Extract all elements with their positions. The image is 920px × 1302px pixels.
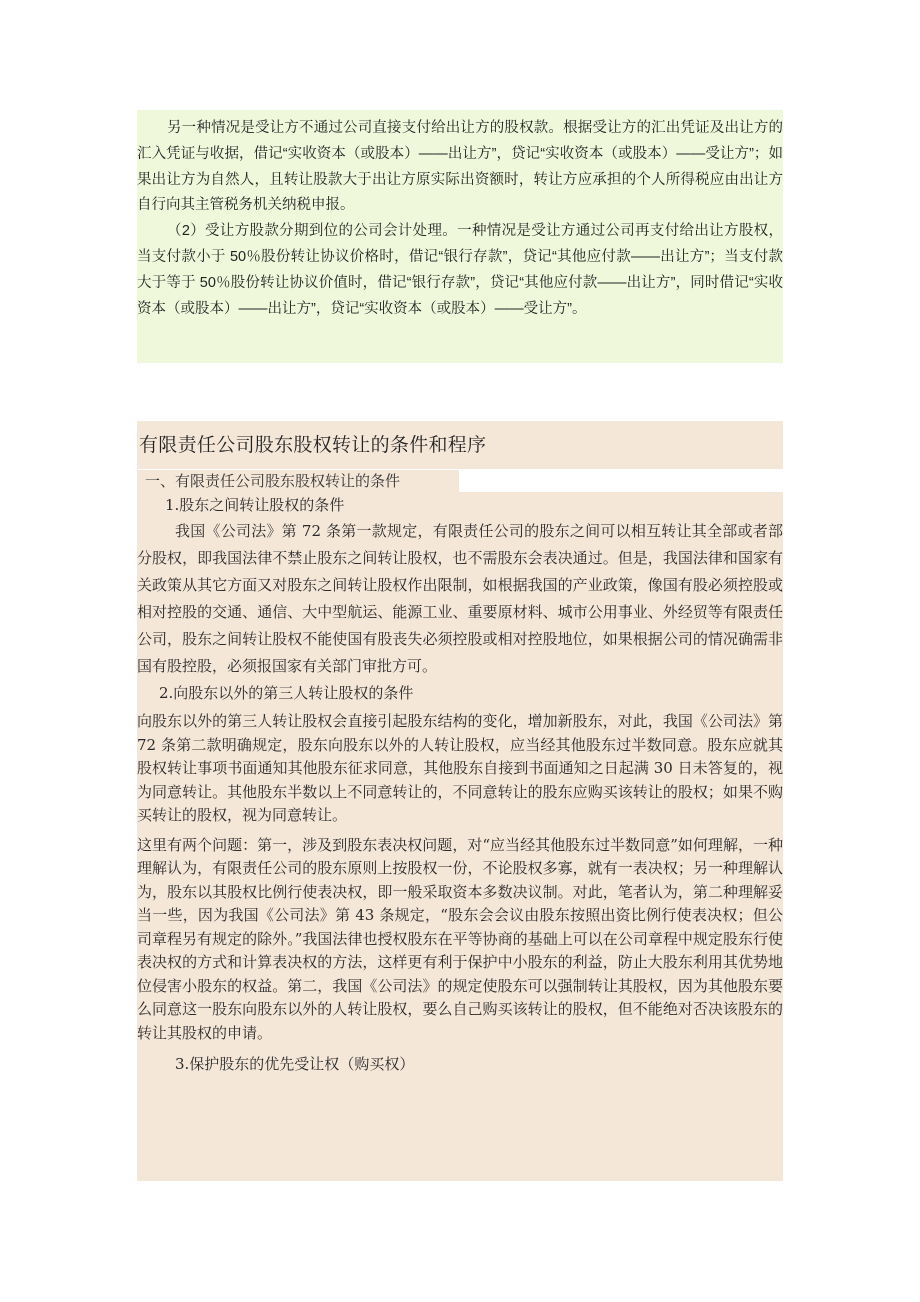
paragraph-installment: （2）受让方股款分期到位的公司会计处理。一种情况是受让方通过公司再支付给出让方股权，当支付款小于 50％股份转让协议价格时，借记“银行存款”，贷记“其他应付款——出让方”；当支付款大于等于 50％股份转让协议价值时，借记“银行存款”，贷记“其他应付款——出让方”，同时借记“实收资本（或股本）——出让方”，贷记“实收资本（或股本）——受让方”。	[137, 223, 783, 317]
item1-heading: 1.股东之间转让股权的条件	[165, 496, 345, 514]
item2-heading: 2.向股东以外的第三人转让股权的条件	[159, 684, 414, 702]
item2-body: 向股东以外的第三人转让股权会直接引起股东结构的变化，增加新股东，对此，我国《公司法》第 72 条第二款明确规定，股东向股东以外的人转让股权，应当经其他股东过半数同意。股东应就其股权转让事项书面通知其他股东征求同意，其他股东自接到书面通知之日起满 30 日未答复的，视为同意转让。其他股东半数以上不同意转让的，不同意转让的股东应购买该转让的股权；如果不购买转让的股权，视为同意转让。	[137, 712, 783, 824]
article-title: 有限责任公司股东股权转让的条件和程序	[137, 421, 783, 469]
item2-discussion: 这里有两个问题：第一，涉及到股东表决权问题，对“应当经其他股东过半数同意”如何理解，一种理解认为，有限责任公司的股东原则上按股权一份，不论股权多寡，就有一表决权；另一种理解认为，股东以其股权比例行使表决权，即一般采取资本多数决议制。对此，笔者认为，第二种理解妥当一些，因为我国《公司法》第 43 条规定，“股东会会议由股东按照出资比例行使表决权；但公司章程另有规定的除外。”我国法律也授权股东在平等协商的基础上可以在公司章程中规定股东行使表决权的方式和计算表决权的方法，这样更有利于保护中小股东的利益，防止大股东利用其优势地位侵害小股东的权益。第二，我国《公司法》的规定使股东可以强制转让其股权，因为其他股东要么同意这一股东向股东以外的人转让股权，要么自己购买该转让的股权，但不能绝对否决该股东的转让其股权的申请。	[137, 835, 783, 1042]
paragraph-direct-payment: 另一种情况是受让方不通过公司直接支付给出让方的股权款。根据受让方的汇出凭证及出让方的汇入凭证与收据，借记“实收资本（或股本）——出让方”，贷记“实收资本（或股本）——受让方”；如果出让方为自然人，且转让股款大于出让方原实际出资额时，转让方应承担的个人所得税应由出让方自行向其主管税务机关纳税申报。	[137, 120, 783, 214]
section-heading: 一、有限责任公司股东股权转让的条件	[137, 470, 459, 492]
top-text-block	[137, 110, 783, 363]
article-body	[137, 492, 783, 1181]
item1-body: 我国《公司法》第 72 条第一款规定，有限责任公司的股东之间可以相互转让其全部或者部分股权，即我国法律不禁止股东之间转让股权，也不需股东会表决通过。但是，我国法律和国家有关政策从其它方面又对股东之间转让股权作出限制，如根据我国的产业政策，像国有股必须控股或相对控股的交通、通信、大中型航运、能源工业、重要原材料、城市公用事业、外经贸等有限责任公司，股东之间转让股权不能使国有股丧失必须控股或相对控股地位，如果根据公司的情况确需非国有股控股，必须报国家有关部门审批方可。	[137, 522, 783, 675]
item3-heading: 3.保护股东的优先受让权（购买权）	[175, 1055, 415, 1073]
